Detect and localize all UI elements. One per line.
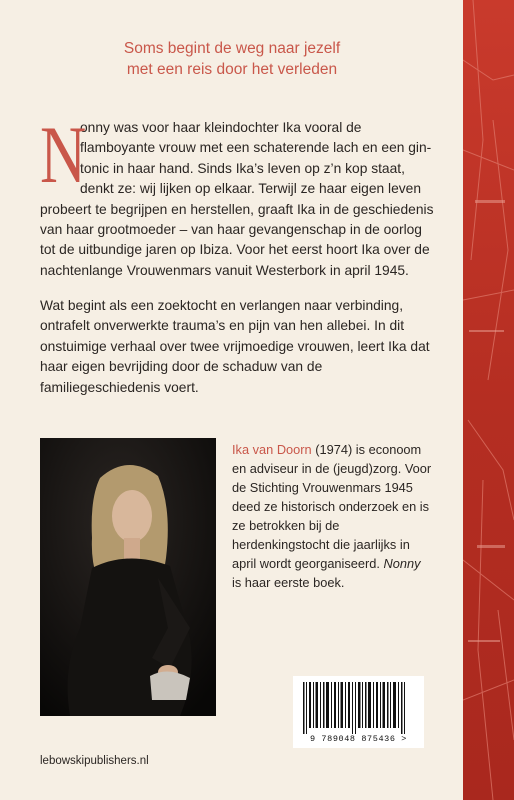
author-bio-text-1: (1974) is econoom en adviseur in de (jeugd)zorg. Voor de Stichting Vrouwenmars 1945 deed ze historisch onderzoek en is ze betrokken bij de herdenkingstocht die jaarlijks in april wordt georganiseerd. (232, 442, 432, 571)
author-bio-text-2: is haar eerste boek. (232, 575, 345, 590)
blurb-paragraph-2: Wat begint als een zoektocht en verlangen naar verbinding, ontrafelt onverwerkte trauma’s en pijn van hen allebei. In dit onstuimige verhaal over twee vrijmoedige vrouwen, leert Ika dat haar eigen bevrijding door de schaduw van de familiegeschiedenis voert. (40, 298, 430, 395)
book-title: Nonny (383, 556, 421, 571)
tagline-line-1: Soms begint de weg naar jezelf (123, 40, 341, 57)
tagline-line-2: met een reis door het verleden (126, 61, 338, 78)
book-spine-map (463, 0, 514, 800)
blurb-paragraph-1 (40, 109, 435, 281)
author-name: Ika van Doorn (232, 442, 312, 457)
tagline (40, 38, 424, 80)
isbn-number: 9 789048 875436 > (310, 734, 407, 744)
publisher-website: lebowskipublishers.nl (40, 755, 149, 767)
author-bio (232, 440, 432, 592)
blurb-paragraph-1-text: onny was voor haar kleindochter Ika vooral de flamboyante vrouw met een schaterende lach en een gin-tonic in haar hand. Sinds Ika’s leven op z’n kop staat, denkt ze: wij lijken op elkaar. Terwijl ze haar eigen leven probeert te begrijpen en herstellen, graaft Ika in de geschiedenis van haar grootmoeder – van haar gevangenschap in de oorlog tot de uitbundige jaren op Ibiza. Voor het eerst hoort Ika over de nachtenlange Vrouwenmars vanuit Westerbork in april 1945. (40, 120, 434, 278)
drop-cap: N (40, 109, 87, 200)
isbn-barcode (293, 676, 424, 748)
author-photo (40, 438, 216, 716)
